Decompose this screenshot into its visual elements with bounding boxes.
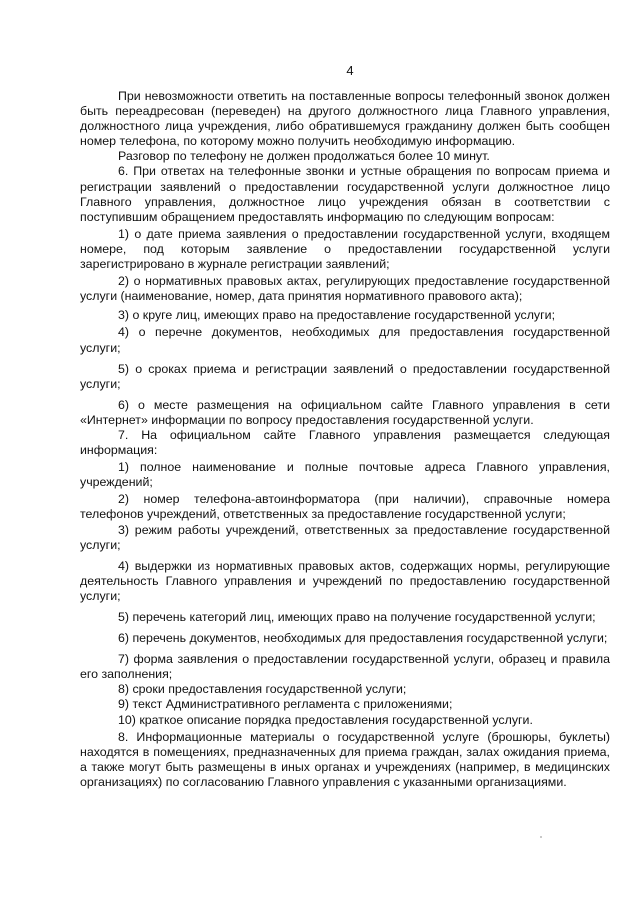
scan-speck [540,836,542,838]
list-item-6-1: 1) о дате приема заявления о предоставлении государственной услуги, входящем номере, под которым заявление о предоставлении государственной услуги зарегистрировано в журнале регистрации заявлений; [80,226,610,272]
list-item-7-2: 2) номер телефона-автоинформатора (при наличии), справочные номера телефонов учреждений, ответственных за предоставление государственной услуги; [80,492,610,522]
list-item-7-10: 10) краткое описание порядка предоставления государственной услуги. [118,712,533,727]
paragraph-item-8: 8. Информационные материалы о государственной услуге (брошюры, буклеты) находятся в помещениях, предназначенных для приема граждан, залах ожидания приема, а также могут быть размещены в иных органах и учреждениях (например, в медицинских организациях) по согласованию Главного управления с указанными организациями. [80,729,610,789]
list-item-7-5: 5) перечень категорий лиц, имеющих право на получение государственной услуги; [118,610,596,624]
list-item-7-8: 8) сроки предоставления государственной услуги; [118,682,407,697]
list-item-6-5: 5) о сроках приема и регистрации заявлений о предоставлении государственной услуги; [80,361,610,391]
list-item-7-1: 1) полное наименование и полные почтовые адреса Главного управления, учреждений; [80,460,610,490]
list-item-6-4: 4) о перечне документов, необходимых для предоставления государственной услуги; [80,325,610,355]
list-item-7-6: 6) перечень документов, необходимых для предоставления государственной услуги; [118,631,608,646]
list-item-7-4: 4) выдержки из нормативных правовых актов, содержащих нормы, регулирующие деятельность Главного управления и учреждений по предоставлению государственной услуги; [80,558,610,603]
list-item-7-9: 9) текст Административного регламента с приложениями; [118,697,453,712]
paragraph-call-duration: Разговор по телефону не должен продолжаться более 10 минут. [118,149,490,164]
list-item-6-2: 2) о нормативных правовых актах, регулирующих предоставление государственной услуги (наименование, номер, дата принятия нормативного правового акта); [80,274,610,304]
paragraph-item-7: 7. На официальном сайте Главного управления размещается следующая информация: [80,427,610,458]
document-body [80,89,610,790]
list-item-7-3: 3) режим работы учреждений, ответственных за предоставление государственной услуги; [80,522,610,552]
list-item-6-6: 6) о месте размещения на официальном сайте Главного управления в сети «Интернет» информации по вопросу предоставления государственной услуги. [80,397,610,427]
paragraph-item-6: 6. При ответах на телефонные звонки и устные обращения по вопросам приема и регистрации заявлений о предоставлении государственной услуги должностное лицо Главного управления, должностное лицо учреждения обязан в соответствии с поступившим обращением предоставлять информацию по следующим вопросам: [80,164,610,224]
list-item-7-7: 7) форма заявления о предоставлении государственной услуги, образец и правила его заполнения; [80,652,610,682]
page-number: 4 [346,63,354,78]
paragraph-redirect-call: При невозможности ответить на поставленные вопросы телефонный звонок должен быть переадресован (переведен) на другого должностного лица Главного управления, должностного лица учреждения, либо обратившемуся гражданину должен быть сообщен номер телефона, по которому можно получить необходимую информацию. [80,89,610,149]
list-item-6-3: 3) о круге лиц, имеющих право на предоставление государственной услуги; [118,308,556,323]
